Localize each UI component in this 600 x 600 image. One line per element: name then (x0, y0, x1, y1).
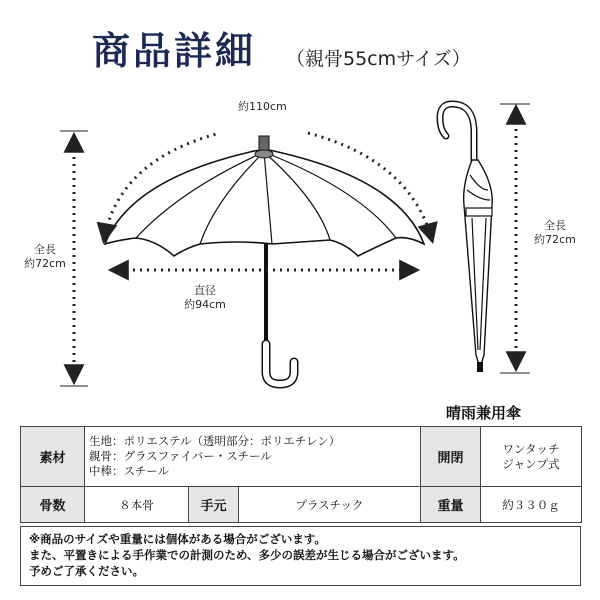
ribs-header: 骨数 (21, 487, 85, 523)
open-umbrella-illustration (105, 136, 424, 384)
diameter-measurement (175, 284, 235, 312)
arc-measurement: 約110cm (238, 100, 287, 113)
length-label-right: 全長 (544, 219, 566, 232)
length-label-left: 全長 (34, 243, 56, 256)
weight-value: 約３３０ｇ (481, 487, 582, 523)
page-subtitle: （親骨55cmサイズ） (286, 48, 471, 70)
spec-table (20, 426, 582, 523)
material-shaft: 中棒：スチール (89, 464, 170, 478)
note-line: 予めご了承ください。 (29, 564, 144, 578)
page-title: 商品詳細 (92, 29, 257, 73)
material-header: 素材 (21, 427, 85, 487)
length-value-left: 約72cm (24, 257, 66, 270)
material-ribs: 親骨：グラスファイバー・スチール (89, 449, 272, 463)
opening-line1: ワンタッチ (502, 441, 560, 456)
handle-header: 手元 (189, 487, 239, 523)
handle-value: プラスチック (239, 487, 421, 523)
material-fabric: 生地：ポリエステル（透明部分：ポリエチレン） (89, 434, 341, 448)
diameter-label: 直径 (194, 284, 216, 297)
opening-header: 開閉 (421, 427, 481, 487)
material-value (85, 427, 421, 487)
length-measurement-left (18, 243, 72, 271)
umbrella-type-label: 晴雨兼用傘 (446, 404, 522, 422)
closed-umbrella-illustration (440, 104, 492, 372)
diameter-value: 約94cm (184, 298, 226, 311)
length-value-right: 約72cm (534, 233, 576, 246)
weight-header: 重量 (421, 487, 481, 523)
length-measurement-right (526, 219, 584, 247)
opening-line2: ジャンプ式 (502, 456, 560, 471)
opening-value (481, 427, 582, 487)
note-line: また、平置きによる手作業での計測のため、多少の誤差が生じる場合がございます。 (29, 548, 465, 562)
ribs-value: ８本骨 (85, 487, 189, 523)
note-line: ※商品のサイズや重量には個体がある場合がございます。 (29, 532, 326, 546)
notes-box (20, 526, 581, 586)
